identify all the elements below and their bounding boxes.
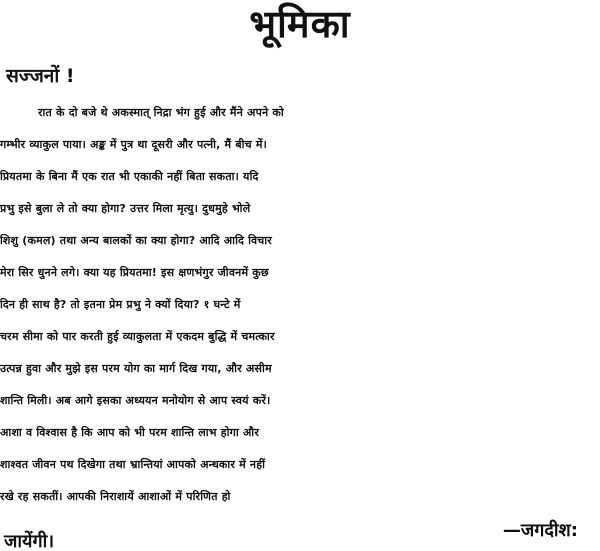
text-line-final: जायेंगी। xyxy=(4,531,55,551)
text-line: उत्पन्न हुवा और मुझे इस परम योग का मार्ग दिख गया, और असीम xyxy=(0,362,272,375)
salutation: सज्जनों ! xyxy=(6,65,75,87)
page-title: भूमिका xyxy=(249,2,351,46)
text-line: चरम सीमा को पार करती हुई व्याकुलता में एकदम बुद्धि में चमत्कार xyxy=(0,330,275,343)
text-line: शान्ति मिली। अब आगे इसका अध्ययन मनोयोग से आप स्वयं करें। xyxy=(0,394,271,407)
text-line: प्रियतमा के बिना मैं एक रात भी एकाकी नहीं बिता सकता। यदि xyxy=(0,170,259,183)
text-line: शिशु (कमल) तथा अन्य बालकों का क्या होगा? आदि आदि विचार xyxy=(0,234,272,247)
text-line: दिन ही साथ है? तो इतना प्रेम प्रभु ने क्यों दिया? १ घन्टे में xyxy=(0,298,241,311)
text-line: मेरा सिर धुनने लगे। क्या यह प्रियतमा! इस क्षणभंगुर जीवनमें कुछ xyxy=(0,266,269,279)
text-line: प्रभु इसे बुला ले तो क्या होगा? उत्तर मिला मृत्यु। दुधमुहे भोले xyxy=(0,202,251,215)
text-line: रात के दो बजे थे अकस्मात् निद्रा भंग हुई और मैंने अपने को xyxy=(38,106,284,119)
text-line: रखे रह सकतीं। आपकी निराशायें आशाओं में परिणित हो xyxy=(0,490,231,503)
text-line: शाश्वत जीवन पथ दिखेगा तथा भ्रान्तियां आपको अन्धकार में नहीं xyxy=(0,458,266,471)
text-line: आशा व विश्वास है कि आप को भी परम शान्ति लाभ होगा और xyxy=(0,426,260,439)
author-signature: —जगदीश: xyxy=(502,520,578,541)
text-line: गम्भीर व्याकुल पाया। अङ्क में पुत्र था दूसरी और पत्नी, मैं बीच में। xyxy=(0,138,268,151)
